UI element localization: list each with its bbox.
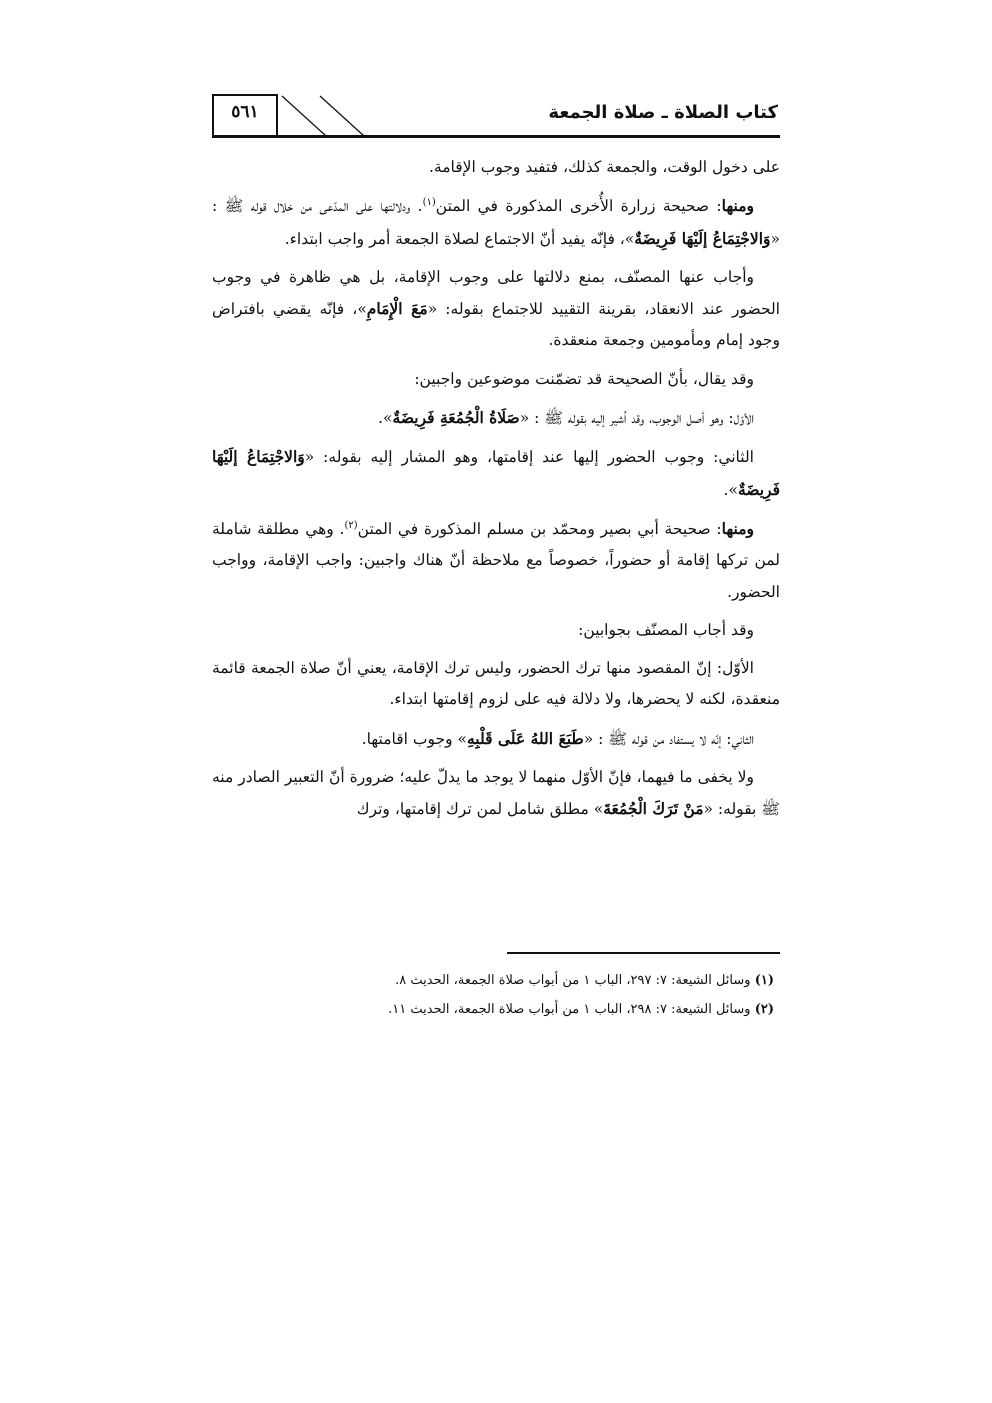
- main-text: [212, 152, 780, 833]
- header-ornament-lines: [270, 94, 390, 138]
- footnote-number: (٢): [754, 1002, 774, 1017]
- footnote-ref[interactable]: (١): [422, 197, 436, 209]
- lead-word: ومنها: [721, 518, 754, 538]
- paragraph: [212, 513, 780, 608]
- paragraph-text: » وجوب اقامتها.: [361, 729, 467, 748]
- page-number-box: [212, 94, 278, 135]
- paragraph: [212, 402, 780, 434]
- footnote: [212, 966, 780, 995]
- paragraph-text: : صحيحة زرارة الأُخرى المذكورة في المتن: [435, 197, 722, 216]
- hadith-quote: وَالاجْتِمَاعُ إلَيْهَا فَرِيضَةٌ: [634, 228, 771, 248]
- paragraph-text: »، فإنّه يفيد أنّ الاجتماع لصلاة الجمعة أمر واجب ابتداء.: [284, 229, 635, 248]
- paragraph-text: ».: [723, 480, 738, 499]
- paragraph: [212, 441, 780, 506]
- paragraph-text: ولا يخفى ما فيهما، فإنّ الأوّل منهما لا يوجد ما يدلّ عليه؛ ضرورة أنّ التعبير الصادر منه ﷺ بقوله: «: [212, 768, 780, 819]
- paragraph-text: على دخول الوقت، والجمعة كذلك، فتفيد وجوب الإقامة.: [428, 158, 780, 176]
- hadith-quote: وَالاجْتِمَاعُ إلَيْهَا فَرِيضَةٌ: [212, 447, 780, 499]
- paragraph: [212, 762, 780, 826]
- paragraph: [212, 615, 780, 646]
- paragraph: [212, 262, 780, 357]
- paragraph-text: » مطلق شامل لمن ترك إقامتها، وترك: [356, 800, 604, 819]
- footnote-text: وسائل الشيعة: ٧: ٢٩٨، الباب ١ من أبواب صلاة الجمعة، الحديث ١١.: [388, 1002, 751, 1017]
- footnote-ref[interactable]: (٢): [344, 519, 358, 531]
- paragraph-text: »، فإنّه يقضي بافتراض وجود إمام ومأمومين وجمعة منعقدة.: [212, 300, 780, 350]
- footnotes: [212, 966, 780, 1024]
- paragraph: [212, 190, 780, 255]
- paragraph: [212, 723, 780, 755]
- paragraph-text: وأجاب عنها المصنّف، بمنع دلالتها على وجوب الإقامة، بل هي ظاهرة في وجوب الحضور عند الانعقاد، بقرينة التقييد للاجتماع بقوله: «: [212, 267, 780, 319]
- hadith-quote: مَنْ تَرَكَ الْجُمُعَةَ: [603, 799, 704, 819]
- running-header: [212, 94, 780, 138]
- paragraph-text: . ودلالتها على المدّعى من خلال قوله ﷺ : «: [212, 197, 780, 248]
- paragraph-text: الأوّل: إنّ المقصود منها ترك الحضور، وليس ترك الإقامة، يعني أنّ صلاة الجمعة قائمة منعقدة، لكنه لا يحضرها، ولا دلالة فيه على لزوم إقامتها ابتداء.: [212, 659, 780, 709]
- paragraph-text: : صحيحة أبي بصير ومحمّد بن مسلم المذكورة في المتن: [357, 519, 722, 538]
- hadith-quote: طَبَعَ اللهُ عَلَى قَلْبِهِ: [466, 728, 584, 748]
- page-number: ٥٦١: [231, 102, 259, 122]
- paragraph-text: وقد أجاب المصنّف بجوابين:: [578, 620, 754, 639]
- paragraph-text: ».: [378, 409, 393, 428]
- footnote: [212, 995, 780, 1024]
- paragraph: [212, 364, 780, 395]
- paragraph-text: الثاني: إنّه لا يستفاد من قوله ﷺ : «: [583, 729, 754, 748]
- hadith-quote: مَعَ الْإِمَامِ: [366, 299, 428, 319]
- paragraph: [212, 152, 780, 183]
- header-rule: [212, 135, 780, 138]
- hadith-quote: صَلَاةُ الْجُمُعَةِ فَرِيضَةٌ: [392, 408, 520, 428]
- footnote-separator: [507, 952, 780, 954]
- paragraph: [212, 653, 780, 716]
- paragraph-text: وقد يقال، بأنّ الصحيحة قد تضمّنت موضوعين واجبين:: [414, 369, 754, 388]
- lead-word: ومنها: [721, 196, 754, 216]
- paragraph-text: . وهي مطلقة شاملة لمن تركها إقامة أو حضوراً، خصوصاً مع ملاحظة أنّ هناك واجبين: واجب الإقامة، وواجب الحضور.: [212, 519, 780, 601]
- footnote-number: (١): [754, 973, 774, 988]
- running-title: كتاب الصلاة ـ صلاة الجمعة: [548, 102, 778, 123]
- footnote-text: وسائل الشيعة: ٧: ٢٩٧، الباب ١ من أبواب صلاة الجمعة، الحديث ٨.: [395, 973, 751, 988]
- paragraph-text: الثاني: وجوب الحضور إليها عند إقامتها، وهو المشار إليه بقوله: «: [304, 448, 754, 467]
- paragraph-text: الأوّل: وهو أصل الوجوب، وقد اُشير إليه بقوله ﷺ : «: [519, 409, 754, 428]
